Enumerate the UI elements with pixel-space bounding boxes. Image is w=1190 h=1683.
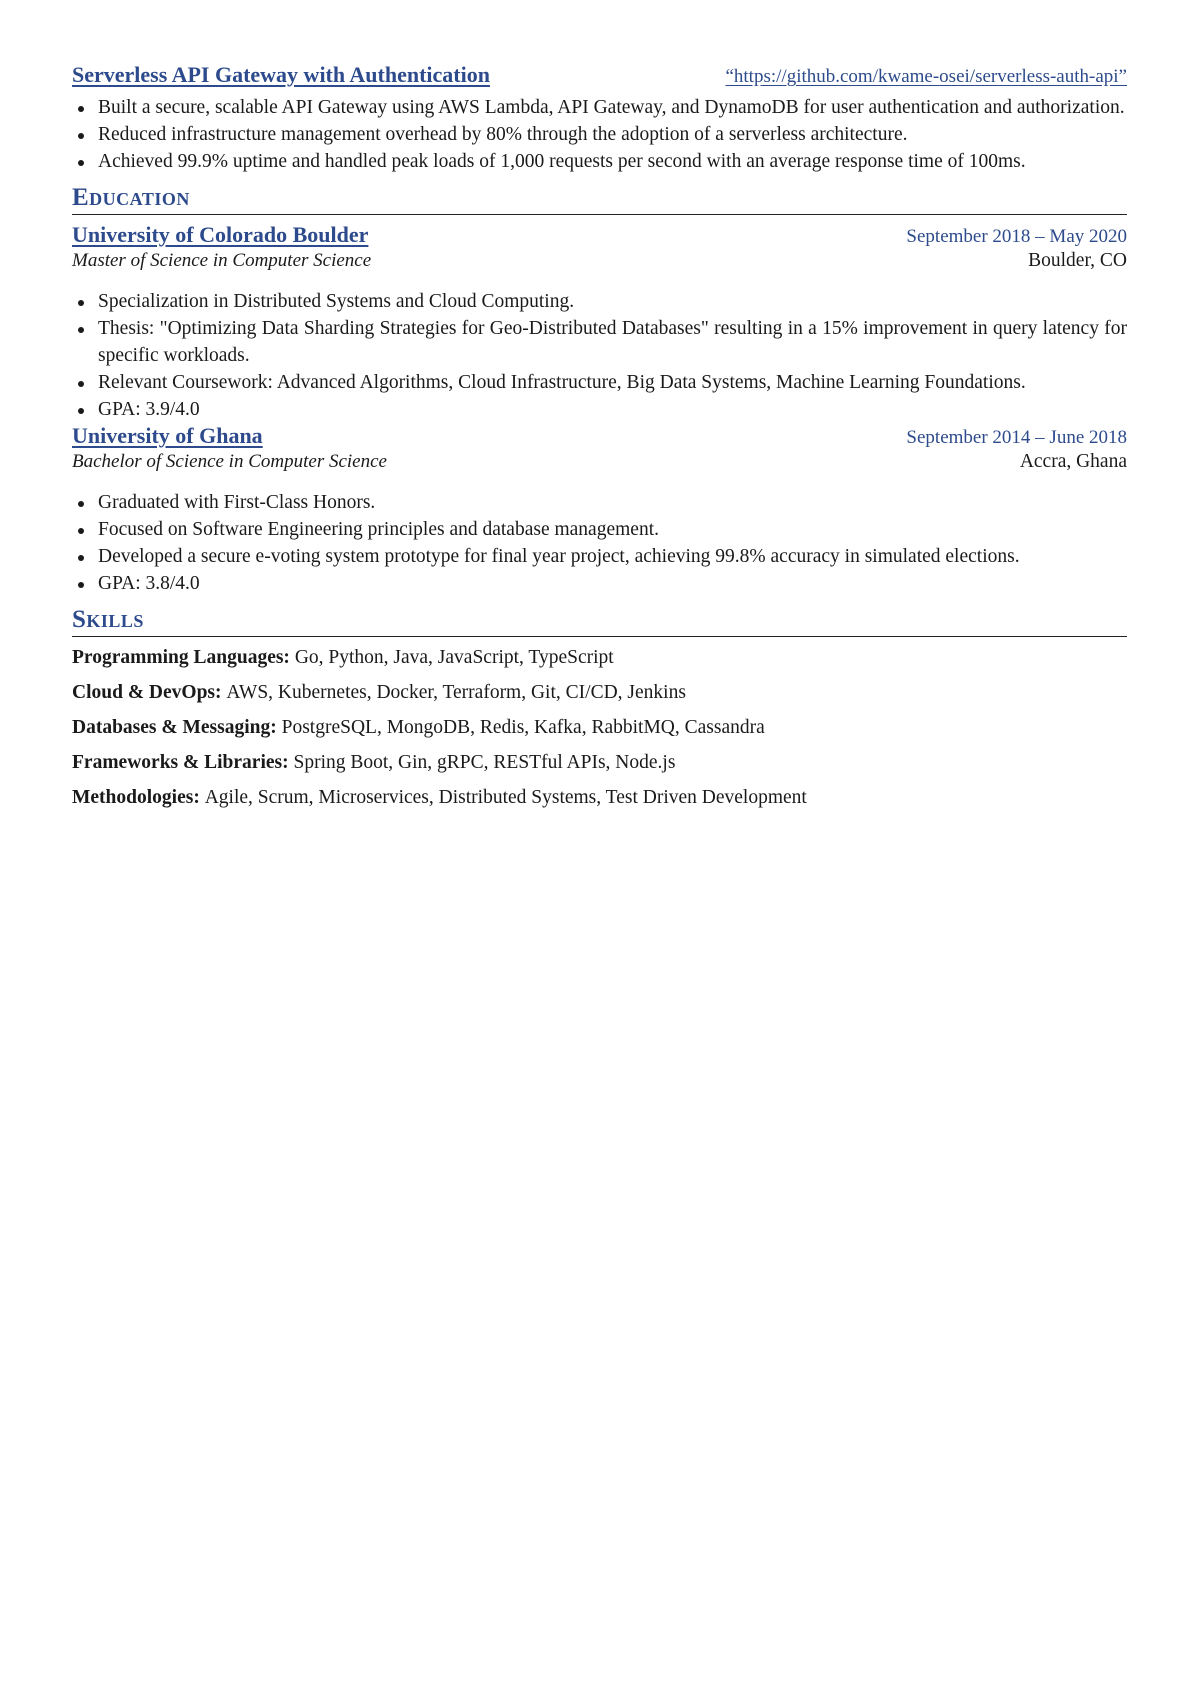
list-item: Built a secure, scalable API Gateway using AWS Lambda, API Gateway, and DynamoDB for user authentication and authorization. (72, 94, 1127, 121)
skill-label: Cloud & DevOps: (72, 682, 227, 703)
skills-section-title: Skills (72, 605, 1127, 637)
list-item: Specialization in Distributed Systems and Cloud Computing. (72, 288, 1127, 315)
degree: Master of Science in Computer Science (72, 250, 372, 271)
resume-page (72, 62, 1127, 811)
education-dates: September 2018 – May 2020 (906, 226, 1127, 247)
school-link[interactable]: University of Colorado Boulder (72, 222, 369, 247)
location: Boulder, CO (1028, 250, 1127, 271)
education-bullets (72, 489, 1127, 597)
education-entry-header (72, 423, 1127, 451)
project-header (72, 62, 1127, 94)
skill-line (72, 784, 1127, 811)
skill-line (72, 679, 1127, 706)
skill-value: Go, Python, Java, JavaScript, TypeScript (294, 647, 614, 668)
skill-label: Methodologies: (72, 787, 205, 808)
list-item: Achieved 99.9% uptime and handled peak loads of 1,000 requests per second with an average response time of 100ms. (72, 148, 1127, 175)
list-item: Reduced infrastructure management overhead by 80% through the adoption of a serverless architecture. (72, 121, 1127, 148)
project-title-link[interactable]: Serverless API Gateway with Authentication (72, 62, 490, 87)
list-item: GPA: 3.9/4.0 (72, 396, 1127, 423)
list-item: Relevant Coursework: Advanced Algorithms, Cloud Infrastructure, Big Data Systems, Machine Learning Foundations. (72, 369, 1127, 396)
skill-label: Programming Languages: (72, 647, 295, 668)
education-bullets (72, 288, 1127, 423)
project-github-link[interactable]: “https://github.com/kwame-osei/serverless-auth-api” (725, 66, 1127, 87)
skill-value: Spring Boot, Gin, gRPC, RESTful APIs, Node.js (293, 752, 676, 773)
education-entry-subheader (72, 250, 1127, 278)
project-bullets (72, 94, 1127, 175)
skill-line (72, 644, 1127, 671)
skills-list (72, 644, 1127, 811)
list-item: GPA: 3.8/4.0 (72, 570, 1127, 597)
skill-label: Databases & Messaging: (72, 717, 282, 738)
list-item: Developed a secure e-voting system prototype for final year project, achieving 99.8% accuracy in simulated elections. (72, 543, 1127, 570)
list-item: Thesis: "Optimizing Data Sharding Strategies for Geo-Distributed Databases" resulting in a 15% improvement in query latency for specific workloads. (72, 315, 1127, 369)
skill-value: AWS, Kubernetes, Docker, Terraform, Git, CI/CD, Jenkins (226, 682, 686, 703)
education-entry-subheader (72, 451, 1127, 479)
skill-label: Frameworks & Libraries: (72, 752, 294, 773)
location: Accra, Ghana (1019, 451, 1127, 472)
education-entry-header (72, 222, 1127, 250)
degree: Bachelor of Science in Computer Science (72, 451, 387, 472)
skill-value: PostgreSQL, MongoDB, Redis, Kafka, RabbitMQ, Cassandra (281, 717, 765, 738)
list-item: Focused on Software Engineering principles and database management. (72, 516, 1127, 543)
skill-value: Agile, Scrum, Microservices, Distributed Systems, Test Driven Development (204, 787, 807, 808)
skill-line (72, 714, 1127, 741)
education-section-title: Education (72, 183, 1127, 215)
school-link[interactable]: University of Ghana (72, 423, 263, 448)
education-dates: September 2014 – June 2018 (906, 427, 1127, 448)
list-item: Graduated with First-Class Honors. (72, 489, 1127, 516)
skill-line (72, 749, 1127, 776)
